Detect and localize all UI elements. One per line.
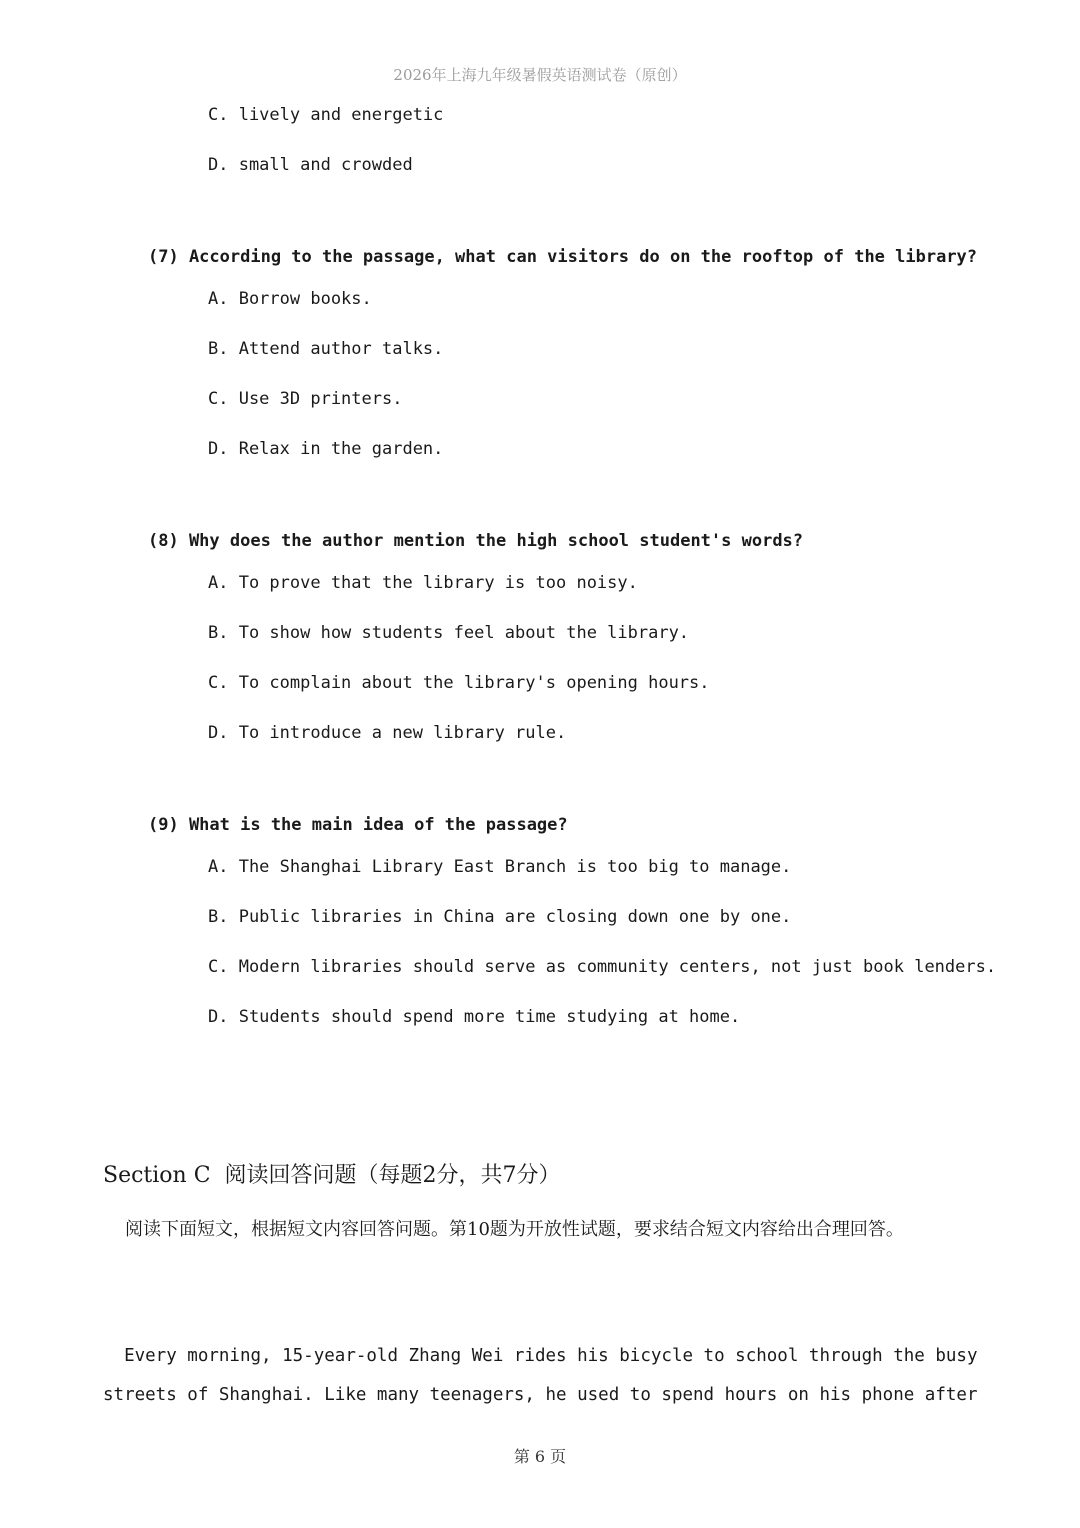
section-c-title: Section C 阅读回答问题（每题2分，共7分） [103, 1163, 561, 1188]
q8-option-c: C. To complain about the library's opening hours. [208, 673, 710, 693]
q7-option-a: A. Borrow books. [208, 289, 372, 309]
q8-option-b: B. To show how students feel about the library. [208, 623, 690, 643]
passage-line-2: streets of Shanghai. Like many teenagers, he used to spend hours on his phone after [103, 1385, 978, 1405]
question-9-stem: (9) What is the main idea of the passage? [148, 815, 568, 835]
q9-option-a: A. The Shanghai Library East Branch is too big to manage. [208, 857, 792, 877]
q8-option-d: D. To introduce a new library rule. [208, 723, 567, 743]
q9-option-c: C. Modern libraries should serve as community centers, not just book lenders. [208, 957, 997, 977]
page-header: 2026年上海九年级暑假英语测试卷（原创） [393, 66, 687, 84]
question-8-stem: (8) Why does the author mention the high school student's words? [148, 531, 804, 551]
q9-option-d: D. Students should spend more time studying at home. [208, 1007, 741, 1027]
q8-option-a: A. To prove that the library is too noisy. [208, 573, 638, 593]
question-7-stem: (7) According to the passage, what can visitors do on the rooftop of the library? [148, 247, 978, 267]
q7-option-b: B. Attend author talks. [208, 339, 444, 359]
q7-option-c: C. Use 3D printers. [208, 389, 403, 409]
q7-option-d: D. Relax in the garden. [208, 439, 444, 459]
q6-option-d: D. small and crowded [208, 155, 413, 175]
q6-option-c: C. lively and energetic [208, 105, 444, 125]
page-number: 第 6 页 [513, 1447, 567, 1466]
q9-option-b: B. Public libraries in China are closing down one by one. [208, 907, 792, 927]
section-c-instructions: 阅读下面短文，根据短文内容回答问题。第10题为开放性试题，要求结合短文内容给出合理回答。 [125, 1219, 904, 1240]
passage-line-1: Every morning, 15-year-old Zhang Wei rides his bicycle to school through the busy [103, 1346, 978, 1366]
